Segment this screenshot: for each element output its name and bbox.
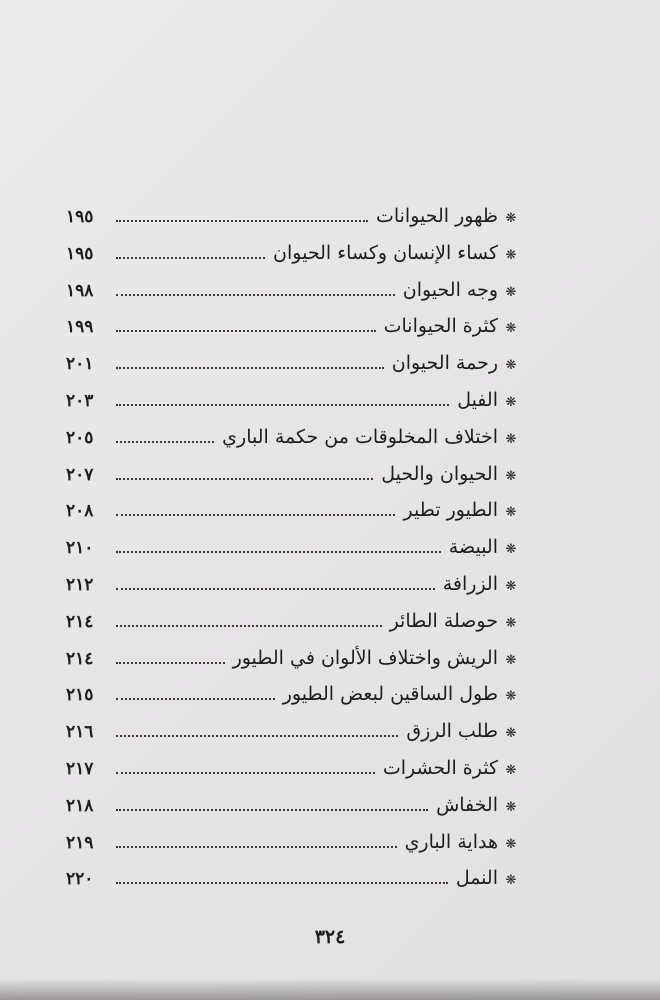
entry-title: الخفاش bbox=[436, 793, 498, 816]
bullet-icon: ❋ bbox=[505, 431, 517, 447]
entry-title: النمل bbox=[455, 867, 498, 890]
dot-leader bbox=[116, 330, 376, 332]
entry-page-number: ٢٠٧ bbox=[66, 464, 94, 485]
bullet-icon: ❋ bbox=[505, 542, 517, 558]
toc-entry bbox=[66, 647, 520, 684]
bullet-icon: ❋ bbox=[505, 578, 517, 594]
entry-title: طلب الرزق bbox=[406, 720, 498, 743]
toc-entry bbox=[66, 315, 520, 352]
toc-entry bbox=[66, 463, 520, 500]
bullet-icon: ❋ bbox=[505, 468, 517, 484]
table-of-contents bbox=[66, 205, 520, 904]
dot-leader bbox=[116, 772, 375, 774]
entry-page-number: ٢٠٥ bbox=[66, 427, 94, 448]
entry-title: كثرة الحشرات bbox=[382, 756, 498, 779]
dot-leader bbox=[116, 662, 225, 664]
toc-entry bbox=[66, 426, 520, 463]
dot-leader bbox=[116, 809, 428, 811]
dot-leader bbox=[116, 478, 373, 480]
entry-page-number: ٢١٥ bbox=[66, 685, 94, 706]
toc-entry bbox=[66, 794, 520, 831]
toc-entry bbox=[66, 279, 520, 316]
dot-leader bbox=[116, 257, 265, 259]
toc-entry bbox=[66, 499, 520, 536]
bullet-icon: ❋ bbox=[505, 873, 517, 889]
dot-leader bbox=[116, 220, 368, 222]
toc-entry bbox=[66, 867, 520, 904]
dot-leader bbox=[116, 588, 435, 590]
toc-entry bbox=[66, 757, 520, 794]
entry-page-number: ٢٠٨ bbox=[66, 501, 94, 522]
toc-entry bbox=[66, 352, 520, 389]
page-edge-shadow bbox=[0, 978, 660, 1000]
dot-leader bbox=[116, 404, 449, 406]
dot-leader bbox=[116, 846, 397, 848]
entry-page-number: ٢١٢ bbox=[66, 574, 94, 595]
dot-leader bbox=[116, 882, 448, 884]
toc-entry bbox=[66, 242, 520, 279]
dot-leader bbox=[116, 551, 441, 553]
entry-page-number: ١٩٥ bbox=[66, 243, 94, 264]
entry-page-number: ٢٠١ bbox=[66, 354, 94, 375]
bullet-icon: ❋ bbox=[505, 247, 517, 263]
entry-page-number: ١٩٨ bbox=[66, 280, 94, 301]
toc-entry bbox=[66, 573, 520, 610]
bullet-icon: ❋ bbox=[505, 726, 517, 742]
bullet-icon: ❋ bbox=[505, 394, 517, 410]
bullet-icon: ❋ bbox=[505, 321, 517, 337]
entry-page-number: ١٩٥ bbox=[66, 207, 94, 227]
entry-page-number: ٢١٠ bbox=[66, 538, 94, 559]
bullet-icon: ❋ bbox=[505, 211, 517, 226]
page-number: ٣٢٤ bbox=[314, 926, 346, 948]
entry-title: الحيوان والحيل bbox=[381, 462, 498, 485]
toc-entry bbox=[66, 683, 520, 720]
entry-page-number: ٢١٩ bbox=[66, 832, 94, 853]
entry-title: الفيل bbox=[457, 388, 498, 411]
entry-page-number: ٢١٦ bbox=[66, 722, 94, 743]
entry-page-number: ١٩٩ bbox=[66, 317, 94, 338]
entry-title: كثرة الحيوانات bbox=[383, 315, 498, 338]
entry-page-number: ٢١٤ bbox=[66, 611, 94, 632]
bullet-icon: ❋ bbox=[505, 284, 517, 300]
bullet-icon: ❋ bbox=[505, 505, 517, 521]
bullet-icon: ❋ bbox=[505, 358, 517, 374]
dot-leader bbox=[116, 735, 398, 737]
toc-entry bbox=[66, 389, 520, 426]
toc-entry bbox=[66, 720, 520, 757]
entry-title: حوصلة الطائر bbox=[389, 609, 498, 632]
entry-page-number: ٢١٧ bbox=[66, 758, 94, 779]
dot-leader bbox=[116, 698, 275, 700]
bullet-icon: ❋ bbox=[505, 689, 517, 705]
toc-entry bbox=[66, 205, 520, 242]
entry-title: الطيور تطير bbox=[403, 499, 498, 522]
entry-title: كساء الإنسان وكساء الحيوان bbox=[273, 241, 498, 264]
dot-leader bbox=[116, 514, 395, 516]
entry-page-number: ٢١٤ bbox=[66, 648, 94, 669]
dot-leader bbox=[116, 367, 384, 369]
entry-title: رحمة الحيوان bbox=[391, 352, 498, 375]
bullet-icon: ❋ bbox=[505, 799, 517, 815]
entry-title: البيضة bbox=[448, 536, 498, 559]
bullet-icon: ❋ bbox=[505, 652, 517, 668]
bullet-icon: ❋ bbox=[505, 836, 517, 852]
entry-title: الريش واختلاف الألوان في الطيور bbox=[232, 646, 498, 669]
entry-page-number: ٢٢٠ bbox=[66, 869, 94, 890]
entry-title: وجه الحيوان bbox=[402, 278, 498, 301]
bullet-icon: ❋ bbox=[505, 615, 517, 631]
toc-entry bbox=[66, 536, 520, 573]
entry-title: اختلاف المخلوقات من حكمة الباري bbox=[222, 425, 498, 448]
toc-entry bbox=[66, 831, 520, 868]
entry-page-number: ٢٠٣ bbox=[66, 390, 94, 411]
dot-leader bbox=[116, 625, 382, 627]
entry-title: ظهور الحيوانات bbox=[375, 205, 498, 227]
entry-page-number: ٢١٨ bbox=[66, 795, 94, 816]
entry-title: طول الساقين لبعض الطيور bbox=[282, 683, 498, 706]
bullet-icon: ❋ bbox=[505, 762, 517, 778]
toc-entry bbox=[66, 610, 520, 647]
entry-title: هداية الباري bbox=[404, 830, 498, 853]
dot-leader bbox=[116, 441, 214, 443]
entry-title: الزرافة bbox=[442, 572, 498, 595]
dot-leader bbox=[116, 294, 395, 296]
